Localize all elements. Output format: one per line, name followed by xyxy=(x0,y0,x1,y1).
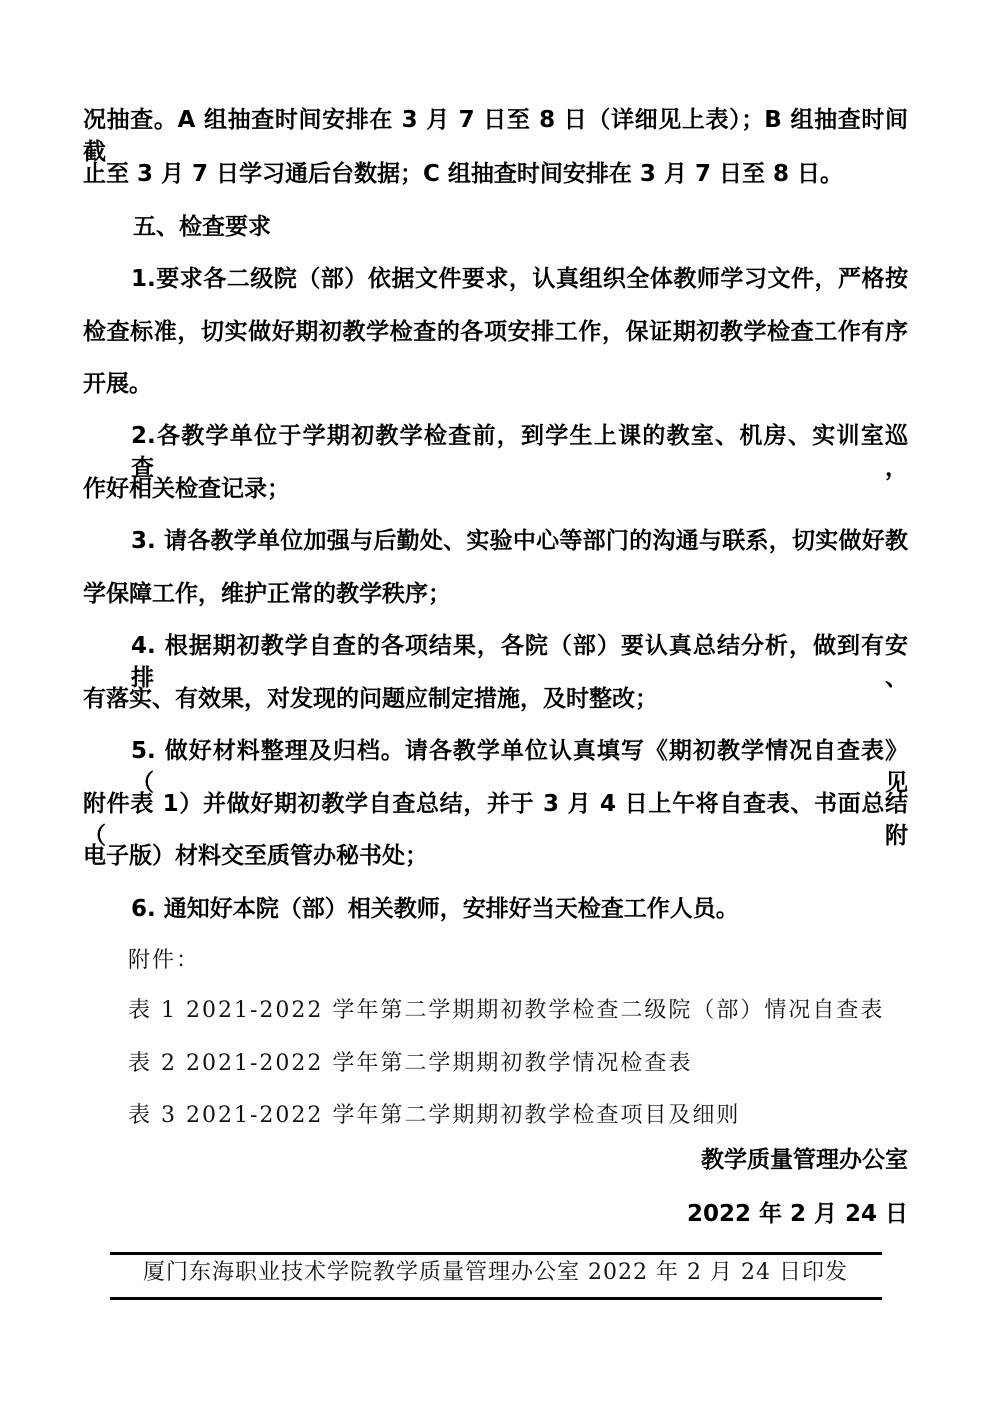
body-line: 学保障工作，维护正常的教学秩序； xyxy=(83,581,451,607)
attachments-label: 附件： xyxy=(128,948,201,973)
body-line: 检查标准，切实做好期初教学检查的各项安排工作，保证期初教学检查工作有序 xyxy=(83,319,908,345)
body-line: 4. 根据期初教学自查的各项结果，各院（部）要认真总结分析，做到有安排、 xyxy=(131,633,908,691)
attachment-item: 表 2 2021-2022 学年第二学期期初教学情况检查表 xyxy=(128,1051,693,1076)
body-line: 附件表 1）并做好期初教学自查总结，并于 3 月 4 日上午将自查表、书面总结（附 xyxy=(83,791,908,849)
body-line: 止至 3 月 7 日学习通后台数据；C 组抽查时间安排在 3 月 7 日至 8 日。 xyxy=(83,161,843,187)
body-line: 电子版）材料交至质管办秘书处； xyxy=(83,843,428,869)
section-heading: 五、检查要求 xyxy=(133,214,271,240)
body-line: 1.要求各二级院（部）依据文件要求，认真组织全体教师学习文件，严格按 xyxy=(131,266,908,292)
footer-rule-bottom xyxy=(110,1297,882,1300)
body-line: 2.各教学单位于学期初教学检查前，到学生上课的教室、机房、实训室巡查， xyxy=(131,423,908,481)
body-line: 开展。 xyxy=(83,371,152,397)
attachment-item: 表 1 2021-2022 学年第二学期期初教学检查二级院（部）情况自查表 xyxy=(128,998,885,1023)
body-line: 作好相关检查记录； xyxy=(83,476,290,502)
footer-rule-top xyxy=(110,1252,882,1255)
body-line: 有落实、有效果，对发现的问题应制定措施，及时整改； xyxy=(83,686,658,712)
body-line: 况抽查。A 组抽查时间安排在 3 月 7 日至 8 日（详细见上表）；B 组抽查时间截 xyxy=(83,107,908,165)
attachment-item: 表 3 2021-2022 学年第二学期期初教学检查项目及细则 xyxy=(128,1103,741,1128)
signature-date: 2022 年 2 月 24 日 xyxy=(686,1201,908,1227)
signature-office: 教学质量管理办公室 xyxy=(701,1147,908,1173)
body-line: 3. 请各教学单位加强与后勤处、实验中心等部门的沟通与联系，切实做好教 xyxy=(131,528,908,554)
footer-imprint: 厦门东海职业技术学院教学质量管理办公室 2022 年 2 月 24 日印发 xyxy=(143,1260,848,1285)
body-line: 5. 做好材料整理及归档。请各教学单位认真填写《期初教学情况自查表》（见 xyxy=(131,738,908,796)
body-line: 6. 通知好本院（部）相关教师，安排好当天检查工作人员。 xyxy=(131,896,739,922)
